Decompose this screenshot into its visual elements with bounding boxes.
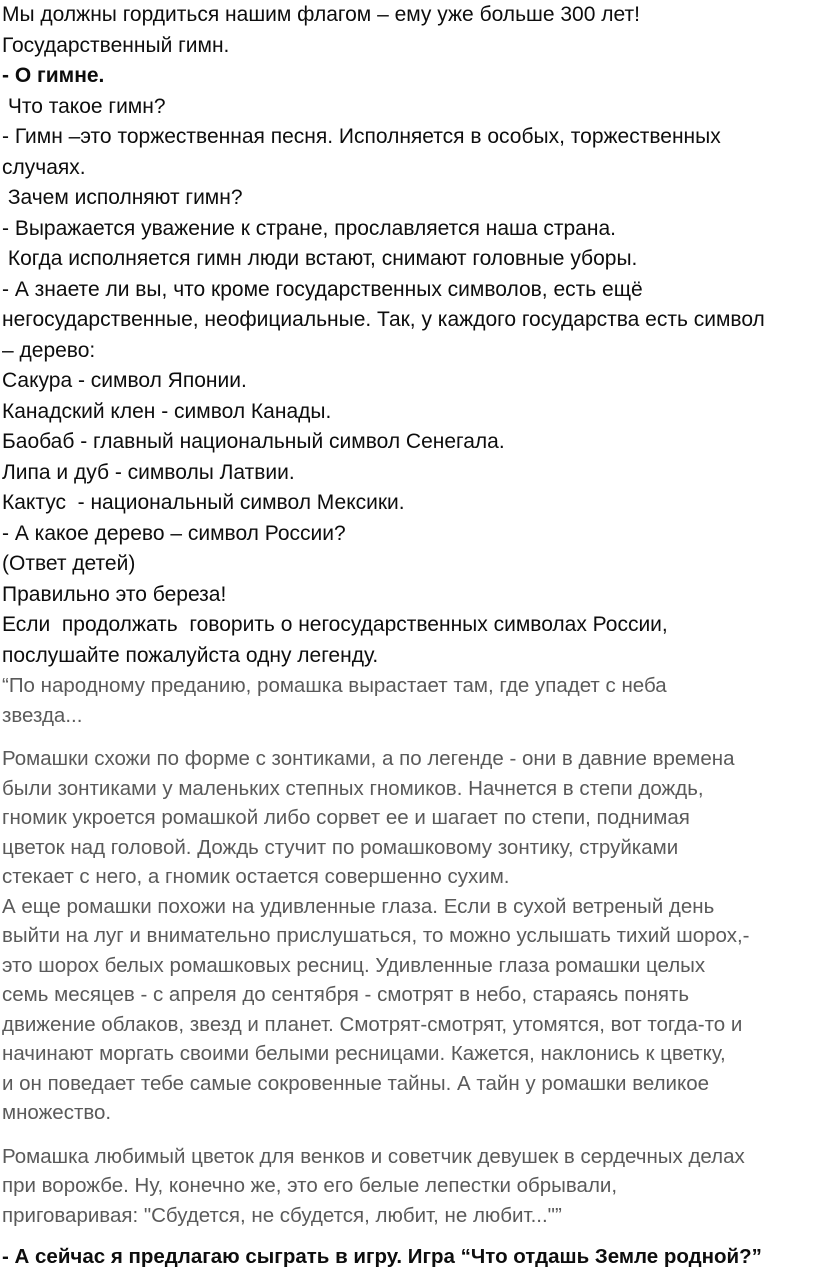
symbols-intro-line-2: негосударственные, неофициальные. Так, у каждого государства есть символ — [2, 308, 765, 331]
anthem-heading: Государственный гимн. — [2, 33, 230, 57]
legend-p2-line: движение облаков, звезд и планет. Смотрят-смотрят, утомятся, вот тогда-то и — [2, 1012, 743, 1036]
legend-p2-line: это шорох белых ромашковых ресниц. Удивленные глаза ромашки целых — [2, 953, 706, 977]
symbol-item: Баобаб - главный национальный символ Сенегала. — [2, 430, 505, 453]
symbols-intro-line-3: – дерево: — [2, 338, 96, 362]
legend-p2-line: и он поведает тебе самые сокровенные тайны. А тайн у ромашки великое — [2, 1071, 709, 1095]
legend-p2-line: начинают моргать своими белыми ресницами. Кажется, наклонись к цветку, — [2, 1042, 726, 1065]
legend-paragraph-2 — [2, 744, 816, 1128]
flag-line: Мы должны гордиться нашим флагом – ему уже больше 300 лет! — [2, 3, 640, 26]
anthem-answer-1-line-2: случаях. — [2, 155, 86, 179]
symbol-item: Кактус - национальный символ Мексики. — [2, 491, 405, 514]
anthem-question-1: Что такое гимн? — [2, 94, 166, 118]
symbol-item: Канадский клен - символ Канады. — [2, 399, 332, 423]
legend-p2-line: стекает с него, а гномик остается совершенно сухим. — [2, 865, 510, 888]
legend-p2-line: выйти на луг и внимательно прислушаться, то можно услышать тихий шорох,- — [2, 924, 750, 947]
legend-p2-line: семь месяцев - с апреля до сентября - смотрят в небо, стараясь понять — [2, 983, 690, 1006]
legend-p2-line: множество. — [2, 1101, 112, 1124]
anthem-answer-1-line-1: - Гимн –это торжественная песня. Исполняется в особых, торжественных — [2, 125, 721, 148]
symbol-item: Липа и дуб - символы Латвии. — [2, 460, 295, 484]
symbols-intro-line-1: - А знаете ли вы, что кроме государственных символов, есть ещё — [2, 277, 643, 301]
legend-p3-line: при ворожбе. Ну, конечно же, это его белые лепестки обрывали, — [2, 1174, 618, 1197]
legend-p2-line: А еще ромашки похожи на удивленные глаза. Если в сухой ветреный день — [2, 894, 715, 918]
legend-p1-line: звезда... — [2, 703, 83, 727]
correct-answer: Правильно это береза! — [2, 582, 227, 606]
russia-tree-question: - А какое дерево – символ России? — [2, 521, 346, 545]
anthem-section-title: - О гимне. — [2, 64, 105, 87]
legend-p3-line: приговаривая: "Сбудется, не сбудется, любит, не любит..."” — [2, 1203, 562, 1227]
legend-paragraph-3 — [2, 1142, 816, 1231]
game-announcement: - А сейчас я предлагаю сыграть в игру. Игра “Что отдашь Земле родной?” — [2, 1245, 762, 1268]
symbol-item: Сакура - символ Японии. — [2, 369, 247, 392]
anthem-answer-2: - Выражается уважение к стране, прославляется наша страна. — [2, 216, 616, 240]
anthem-question-2: Зачем исполняют гимн? — [2, 186, 243, 209]
legend-p2-line: были зонтиками у маленьких степных гномиков. Начнется в степи дождь, — [2, 776, 704, 800]
legend-p2-line: Ромашки схожи по форме с зонтиками, а по легенде - они в давние времена — [2, 747, 735, 770]
legend-intro-line-1: Если продолжать говорить о негосударственных символах России, — [2, 613, 668, 636]
legend-intro-line-2: послушайте пожалуйста одну легенду. — [2, 643, 379, 667]
legend-p2-line: гномик укроется ромашкой либо сорвет ее и шагает по степи, поднимая — [2, 806, 690, 829]
anthem-answer-3: Когда исполняется гимн люди встают, снимают головные уборы. — [2, 247, 638, 270]
legend-p2-line: цветок над головой. Дождь стучит по ромашковому зонтику, струйками — [2, 835, 679, 859]
kids-answer: (Ответ детей) — [2, 552, 136, 575]
legend-p3-line: Ромашка любимый цветок для венков и советчик девушек в сердечных делах — [2, 1144, 745, 1168]
legend-p1-line: “По народному преданию, ромашка вырастает там, где упадет с неба — [2, 674, 667, 697]
